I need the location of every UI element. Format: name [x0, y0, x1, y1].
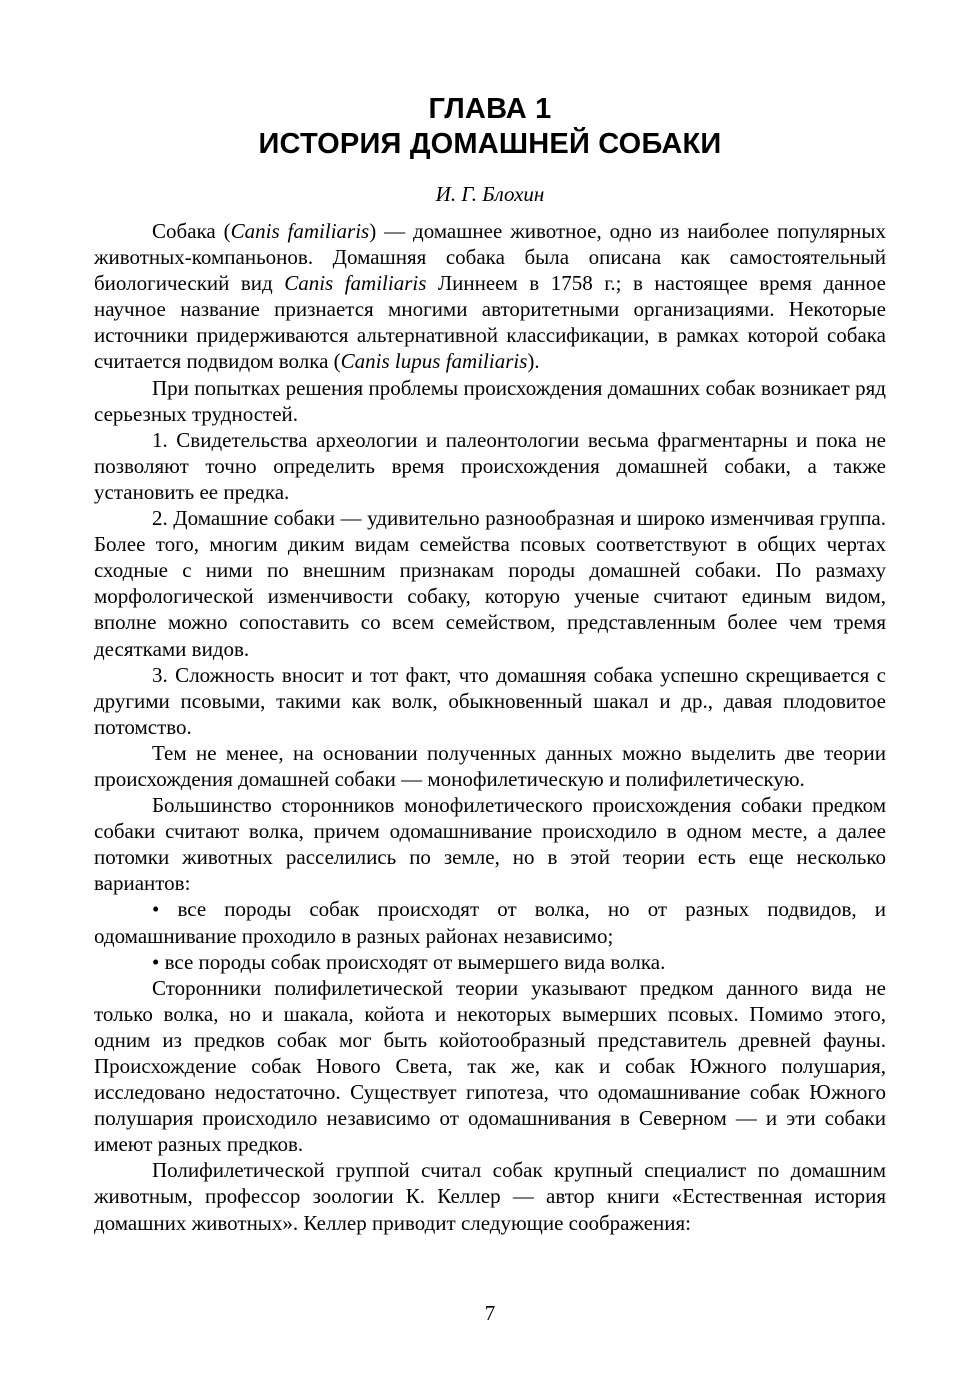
chapter-number: ГЛАВА 1	[428, 93, 552, 125]
bullet-item: • все породы собак происходят от волка, но от разных подвидов, и одомашнивание проходило в разных районах независимо;	[94, 897, 886, 948]
latin-name: Canis familiaris	[284, 271, 427, 296]
latin-name: Canis lupus familiaris	[340, 349, 528, 374]
paragraph-difficulties: При попытках решения проблемы происхождения домашних собак возникает ряд серьезных трудностей.	[94, 375, 886, 426]
chapter-author: И. Г. Блохин	[435, 182, 545, 206]
paragraph-keller: Полифилетической группой считал собак крупный специалист по домашним животным, профессор зоологии К. Келлер — автор книги «Естественная история домашних животных». Келлер приводит следующие соображения:	[94, 1158, 886, 1235]
chapter-title: ИСТОРИЯ ДОМАШНЕЙ СОБАКИ	[258, 128, 722, 160]
paragraph-point-1: 1. Свидетельства археологии и палеонтологии весьма фрагментарны и пока не позволяют точно определить время происхождения домашней собаки, а также установить ее предка.	[94, 427, 886, 504]
paragraph-monophyletic: Большинство сторонников монофилетического происхождения собаки предком собаки считают волка, причем одомашнивание происходило в одном месте, а далее потомки животных расселились по земле, но в этой теории есть еще несколько вариантов:	[94, 793, 886, 896]
paragraph-point-2: 2. Домашние собаки — удивительно разнообразная и широко изменчивая группа. Более того, многим диким видам семейства псовых соответствуют в общих чертах сходные с ними по внешним признакам породы домашней собаки. По размаху морфологической изменчивости собаку, которую ученые считают единым видом, вполне можно сопоставить со всем семейством, представленным более чем тремя десятками видов.	[94, 506, 886, 661]
bullet-item: • все породы собак происходят от вымершего вида волка.	[152, 949, 666, 974]
paragraph-intro: Собака (Canis familiaris) — домашнее животное, одно из наиболее популярных животных-компаньонов. Домашняя собака была описана как самостоятельный биологический вид Canis familiaris Линнеем в 1758 г.; в настоящее время данное научное название признается многими авторитетными организациями. Некоторые источники придерживаются альтернативной классификации, в рамках которой собака считается подвидом волка (Canis lupus familiaris).	[94, 219, 886, 374]
paragraph-polyphyletic: Сторонники полифилетической теории указывают предком данного вида не только волка, но и шакала, койота и некоторых вымерших псовых. Помимо этого, одним из предков собак мог быть койотообразный представитель древней фауны. Происхождение собак Нового Света, так же, как и собак Южного полушария, исследовано недостаточно. Существует гипотеза, что одомашнивание собак Южного полушария происходило независимо от одомашнивания в Северном — и эти собаки имеют разных предков.	[94, 975, 886, 1157]
page-number: 7	[484, 1301, 496, 1325]
paragraph-theories: Тем не менее, на основании полученных данных можно выделить две теории происхождения домашней собаки — монофилетическую и полифилетическую.	[94, 740, 886, 791]
chapter-body	[94, 218, 886, 1236]
paragraph-point-3: 3. Сложность вносит и тот факт, что домашняя собака успешно скрещивается с другими псовыми, такими как волк, обыкновенный шакал и др., давая плодовитое потомство.	[94, 662, 886, 739]
latin-name: Canis familiaris	[230, 219, 370, 243]
